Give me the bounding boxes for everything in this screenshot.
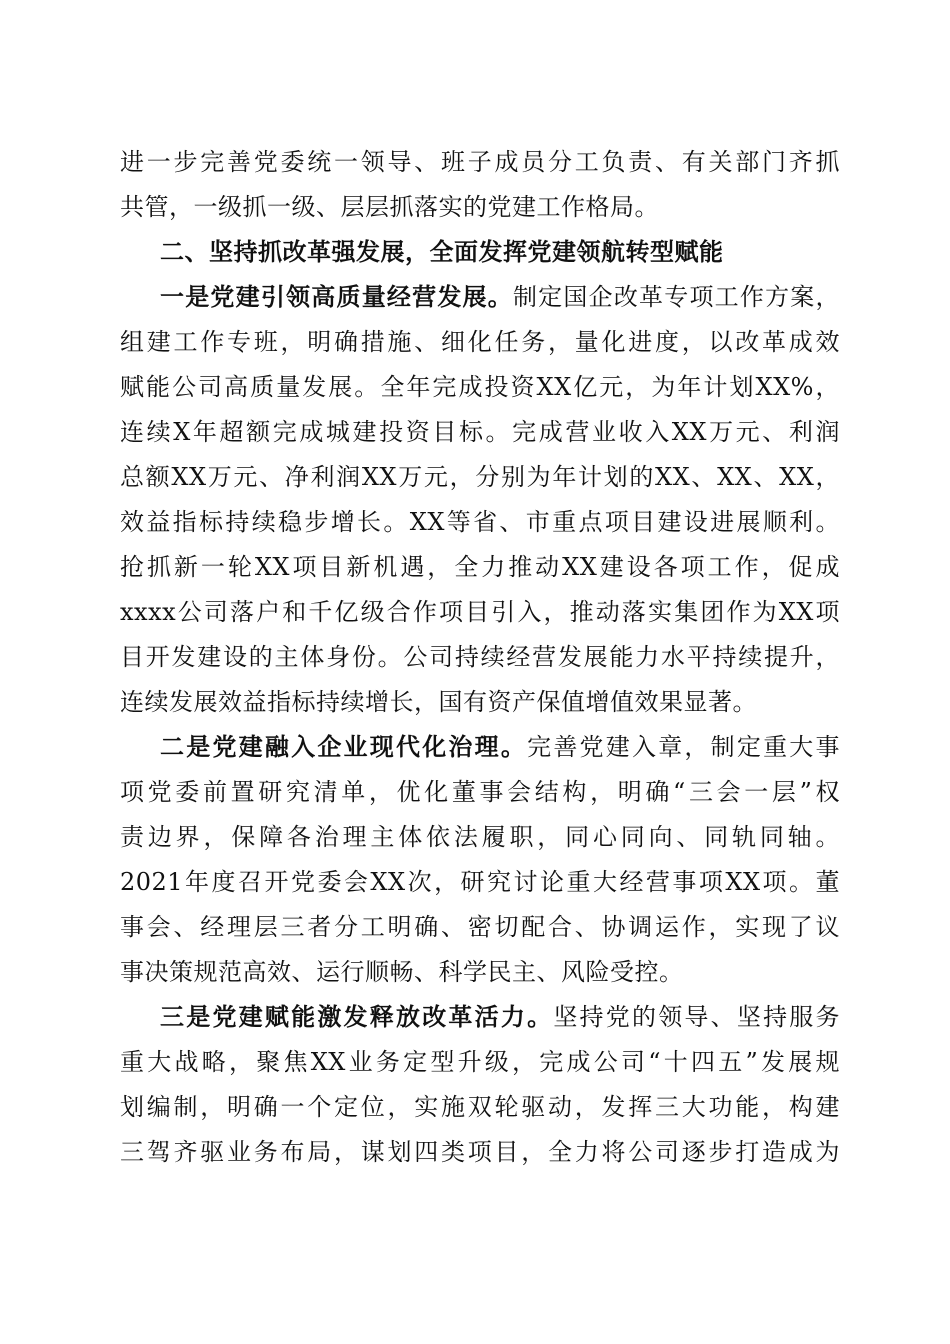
paragraph-lead: 二是党建融入企业现代化治理。 <box>160 733 528 761</box>
paragraph-lead: 一是党建引领高质量经营发展。 <box>160 283 513 311</box>
paragraph-line: 项党委前置研究清单，优化董事会结构，明确“三会一层”权 <box>120 778 840 806</box>
paragraph-line: 目开发建设的主体身份。公司持续经营发展能力水平持续提升， <box>120 643 840 671</box>
paragraph-first-line <box>160 997 840 1037</box>
paragraph-line: 三驾齐驱业务布局，谋划四类项目，全力将公司逐步打造成为 <box>120 1138 840 1166</box>
paragraph-line: 赋能公司高质量发展。全年完成投资XX亿元，为年计划XX%， <box>120 373 840 401</box>
paragraph-text: 完善党建入章，制定重大事 <box>527 733 841 761</box>
paragraph-first-line <box>160 277 840 317</box>
paragraph-line: xxxx公司落户和千亿级合作项目引入，推动落实集团作为XX项 <box>120 598 840 626</box>
paragraph-text: 制定国企改革专项工作方案， <box>512 283 841 311</box>
paragraph-line: 事会、经理层三者分工明确、密切配合、协调运作，实现了议 <box>120 913 840 941</box>
section-heading: 二、坚持抓改革强发展，全面发挥党建领航转型赋能 <box>160 238 724 266</box>
paragraph-line: 划编制，明确一个定位，实施双轮驱动，发挥三大功能，构建 <box>120 1093 840 1121</box>
paragraph-line: 总额XX万元、净利润XX万元，分别为年计划的XX、XX、XX， <box>120 463 840 491</box>
paragraph-line: 事决策规范高效、运行顺畅、科学民主、风险受控。 <box>120 958 684 986</box>
paragraph-line: 效益指标持续稳步增长。XX等省、市重点项目建设进展顺利。 <box>120 508 840 536</box>
paragraph-line: 抢抓新一轮XX项目新机遇，全力推动XX建设各项工作，促成 <box>120 553 840 581</box>
paragraph-line: 2021年度召开党委会XX次，研究讨论重大经营事项XX项。董 <box>120 868 840 896</box>
paragraph-line: 责边界，保障各治理主体依法履职，同心同向、同轨同轴。 <box>120 823 840 851</box>
paragraph-line: 进一步完善党委统一领导、班子成员分工负责、有关部门齐抓 <box>120 148 840 176</box>
paragraph-line: 连续发展效益指标持续增长，国有资产保值增值效果显著。 <box>120 688 757 716</box>
paragraph-line: 重大战略，聚焦XX业务定型升级，完成公司“十四五”发展规 <box>120 1048 840 1076</box>
paragraph-line: 共管，一级抓一级、层层抓落实的党建工作格局。 <box>120 193 659 221</box>
paragraph-line: 组建工作专班，明确措施、细化任务，量化进度，以改革成效 <box>120 328 840 356</box>
paragraph-line: 连续X年超额完成城建投资目标。完成营业收入XX万元、利润 <box>120 418 840 446</box>
paragraph-first-line <box>160 727 840 767</box>
paragraph-text: 坚持党的领导、坚持服务 <box>553 1003 841 1031</box>
paragraph-lead: 三是党建赋能激发释放改革活力。 <box>160 1003 554 1031</box>
